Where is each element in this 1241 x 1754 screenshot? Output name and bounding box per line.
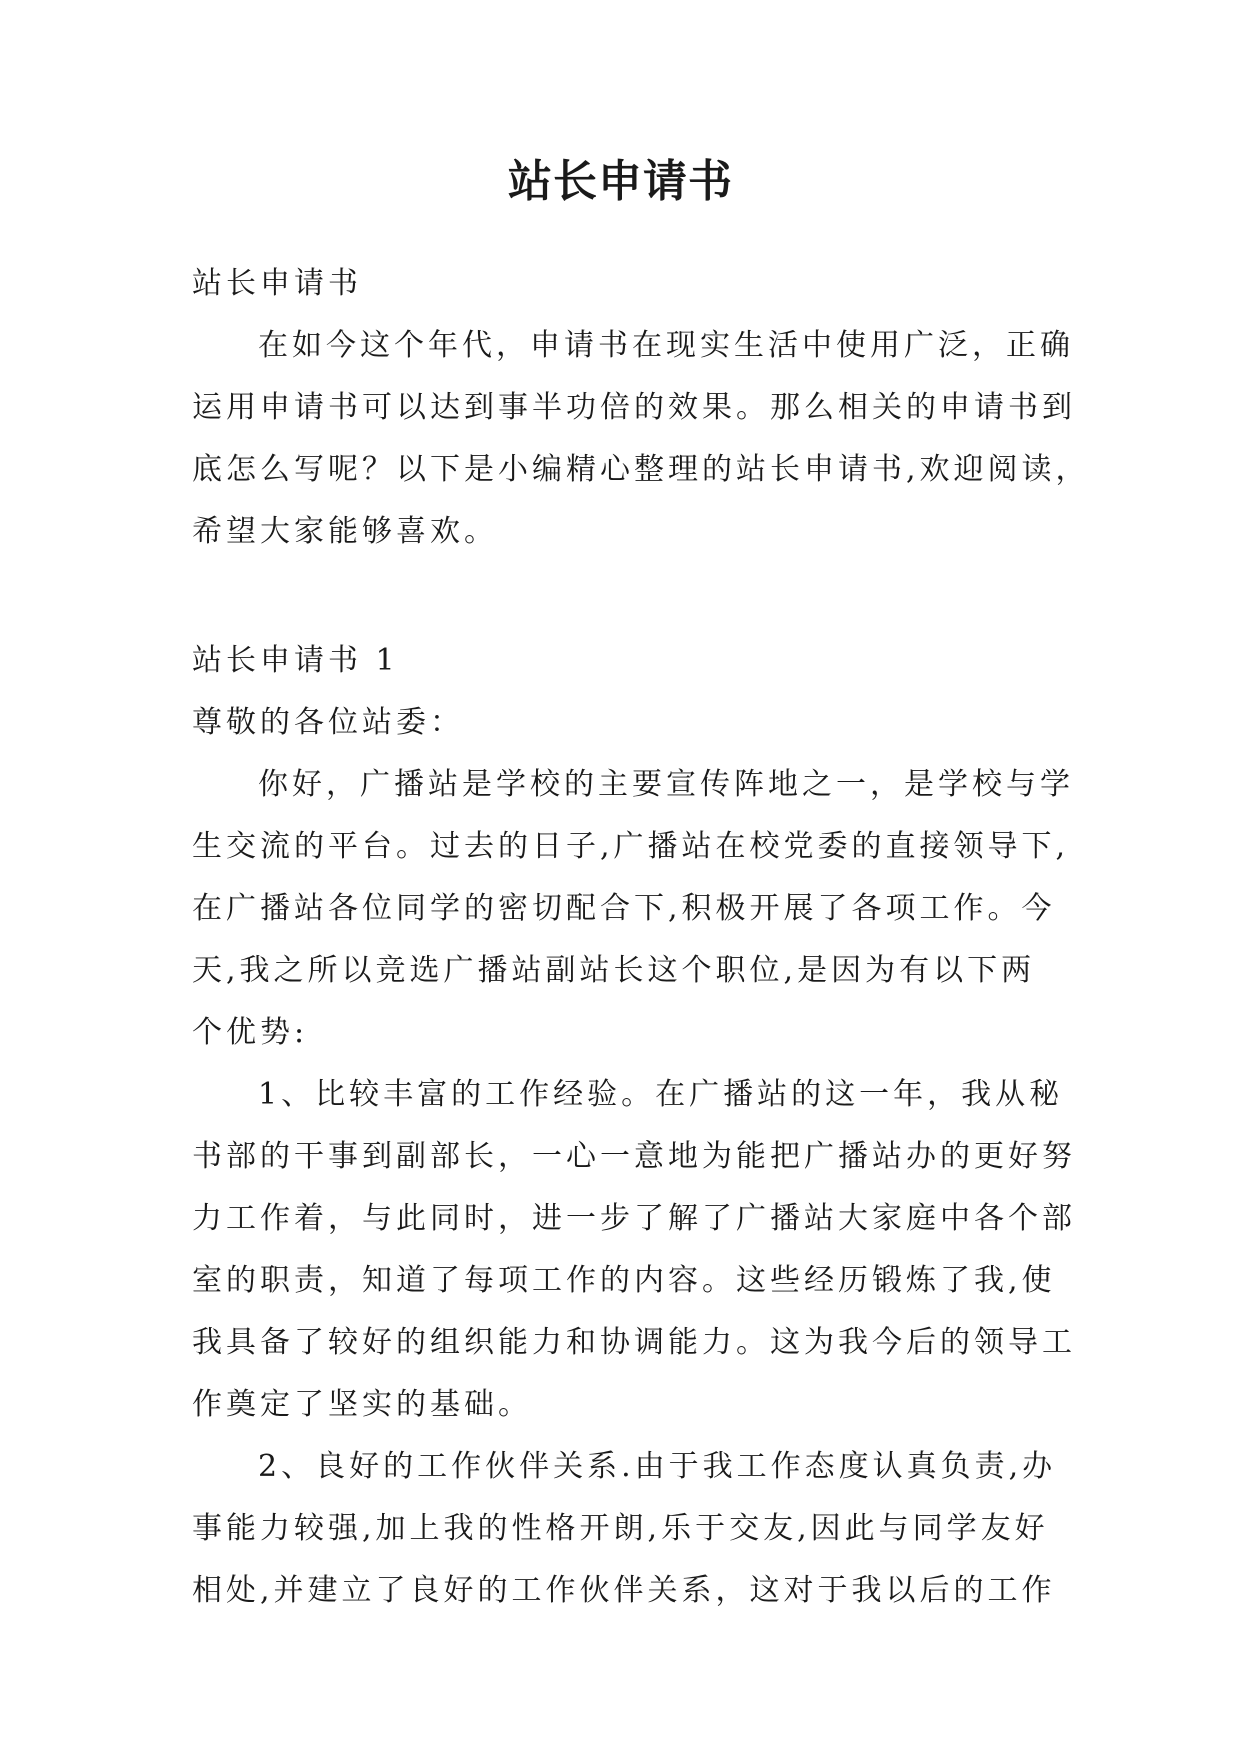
paragraph-line: 作奠定了坚实的基础。: [192, 1387, 532, 1422]
section-heading: 站长申请书 1: [192, 643, 399, 678]
paragraph-line: 天,我之所以竞选广播站副站长这个职位,是因为有以下两: [192, 953, 1036, 988]
paragraph-line: 2、良好的工作伙伴关系.由于我工作态度认真负责,办: [258, 1449, 1057, 1484]
intro-line: 在如今这个年代，申请书在现实生活中使用广泛，正确: [258, 328, 1074, 363]
paragraph-line: 在广播站各位同学的密切配合下,积极开展了各项工作。今: [192, 891, 1056, 926]
paragraph-line: 室的职责，知道了每项工作的内容。这些经历锻炼了我,使: [192, 1263, 1056, 1298]
letter-block: [192, 630, 1076, 1622]
intro-line: 底怎么写呢？以下是小编精心整理的站长申请书,欢迎阅读，: [192, 452, 1090, 487]
paragraph-line: 生交流的平台。过去的日子,广播站在校党委的直接领导下,: [192, 829, 1070, 864]
intro-block: [192, 253, 1090, 563]
paragraph-line: 力工作着，与此同时，进一步了解了广播站大家庭中各个部: [192, 1201, 1076, 1236]
paragraph-line: 事能力较强,加上我的性格开朗,乐于交友,因此与同学友好: [192, 1511, 1049, 1546]
paragraph-line: 你好，广播站是学校的主要宣传阵地之一，是学校与学: [258, 767, 1074, 802]
paragraph-line: 书部的干事到副部长，一心一意地为能把广播站办的更好努: [192, 1139, 1076, 1174]
intro-line: 希望大家能够喜欢。: [192, 514, 498, 549]
paragraph-line: 相处,并建立了良好的工作伙伴关系，这对于我以后的工作: [192, 1573, 1056, 1608]
paragraph-line: 个优势:: [192, 1015, 309, 1050]
intro-line: 运用申请书可以达到事半功倍的效果。那么相关的申请书到: [192, 390, 1076, 425]
paragraph-line: 1、比较丰富的工作经验。在广播站的这一年，我从秘: [258, 1077, 1064, 1112]
paragraph-line: 我具备了较好的组织能力和协调能力。这为我今后的领导工: [192, 1325, 1076, 1360]
salutation: 尊敬的各位站委：: [192, 705, 464, 740]
subtitle: 站长申请书: [192, 266, 362, 301]
document-title: 站长申请书: [508, 156, 733, 207]
